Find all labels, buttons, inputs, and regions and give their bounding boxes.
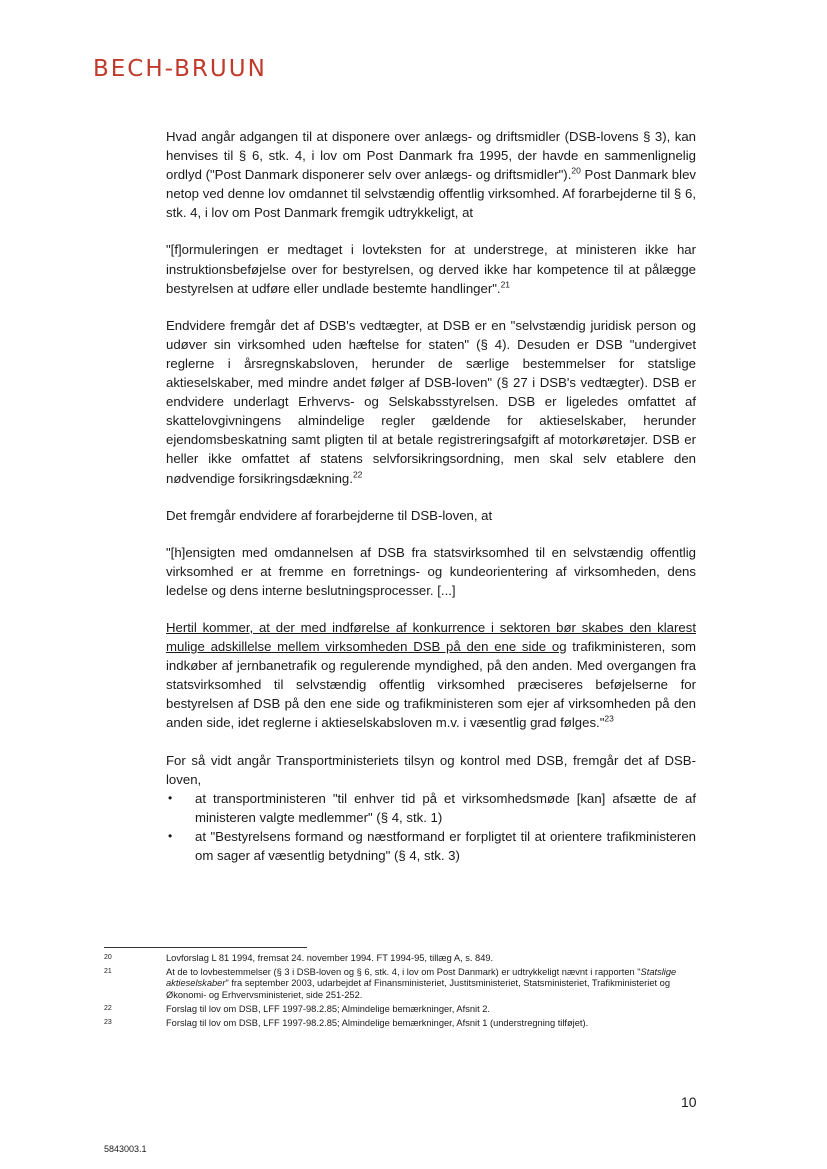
document-id: 5843003.1 (104, 1144, 147, 1154)
paragraph-text: "[f]ormuleringen er medtaget i lovteksten for at understrege, at ministeren ikke har instruktionsbeføjelse over for bestyrelsen, og derved ikke har kompetence til at pålægge bestyrelsen at udføre eller undlade bestemte handlinger". (166, 242, 696, 296)
paragraph-3 (166, 316, 696, 488)
paragraph-6-quote (166, 618, 696, 733)
footnote-divider (104, 947, 307, 948)
bullet-text: at transportministeren "til enhver tid på et virksomhedsmøde [kan] afsætte de af ministeren valgte medlemmer" (§ 4, stk. 1) (195, 790, 696, 825)
bullet-item (166, 827, 696, 865)
footnote (104, 953, 697, 964)
footnote-ref[interactable]: 20 (571, 165, 581, 176)
bullet-list (166, 789, 696, 865)
footnote-text: Forslag til lov om DSB, LFF 1997-98.2.85; Almindelige bemærkninger, Afsnit 2. (166, 1003, 490, 1014)
footnote (104, 1018, 697, 1029)
footnote (104, 1004, 697, 1015)
company-logo: BECH-BRUUN (93, 56, 267, 82)
paragraph-text: Post Danmark blev netop ved denne lov omdannet til selvstændig offentlig virksomhed. Af forarbejderne til § 6, stk. 4, i lov om Post Danmark fremgik udtrykkeligt, at (166, 167, 696, 221)
footnote-number: 21 (104, 968, 112, 976)
paragraph-1 (166, 127, 696, 222)
paragraph-text: Endvidere fremgår det af DSB's vedtægter, at DSB er en "selvstændig juridisk person og udøver sin virksomhed uden hæftelse for staten" (§ 4). Desuden er DSB "undergivet reglerne i årsregnskabsloven, herunder de særlige bestemmelser for statslige aktieselskaber, med mindre andet følger af DSB-loven" (§ 27 i DSB's vedtægter). DSB er endvidere underlagt Erhvervs- og Selskabsstyrelsen. DSB er ligeledes omfattet af skattelovgivningens almindelige regler gældende for aktieselskaber, herunder ejendomsbeskatning samt pligten til at betale registreringsafgift af motorkøretøjer. DSB er heller ikke omfattet af statens selvforsikringsordning, men skal selv etablere den nødvendige forsikringsdækning. (166, 317, 696, 486)
footnote-number: 22 (104, 1004, 112, 1012)
footnote-number: 23 (104, 1019, 112, 1027)
footnote-text: " fra september 2003, udarbejdet af Finansministeriet, Justitsministeriet, Statsministeriet, Trafikministeriet og Økonomi- og Erhvervsministeriet, side 251-252. (166, 978, 671, 1000)
page-number: 10 (681, 1094, 697, 1110)
footnote-text: At de to lovbestemmelser (§ 3 i DSB-loven og § 6, stk. 4, i lov om Post Danmark) er udtrykkeligt nævnt i rapporten " (166, 967, 641, 978)
footnote (104, 967, 697, 1001)
paragraph-text: trafikministeren, som indkøber af jernbanetrafik og regulerende myndighed, på den anden. Med overgangen fra statsvirksomhed til selvstændig offentlig virksomhed præciseres beføjelserne for bestyrelsen af DSB på den ene side og trafikministeren som ejer af virksomheden på den anden side, idet reglerne i aktieselskabsloven m.v. i væsentlig grad følges." (166, 639, 696, 731)
paragraph-4: Det fremgår endvidere af forarbejderne til DSB-loven, at (166, 507, 493, 523)
footnotes (104, 953, 697, 1032)
bullet-icon: • (168, 828, 173, 843)
footnote-ref[interactable]: 23 (604, 714, 614, 725)
footnote-text: Lovforslag L 81 1994, fremsat 24. november 1994. FT 1994-95, tillæg A, s. 849. (166, 953, 494, 963)
bullet-icon: • (168, 790, 173, 805)
bullet-text: at "Bestyrelsens formand og næstformand er forpligtet til at orientere trafikministeren om sager af væsentlig betydning" (§ 4, stk. 3) (195, 828, 696, 863)
document-body (166, 127, 696, 865)
footnote-text: Forslag til lov om DSB, LFF 1997-98.2.85; Almindelige bemærkninger, Afsnit 1 (understregning tilføjet). (166, 1018, 589, 1029)
paragraph-2-quote (166, 240, 696, 297)
footnote-ref[interactable]: 21 (500, 279, 511, 290)
footnote-number: 20 (104, 954, 112, 961)
bullet-item (166, 789, 696, 827)
footnote-italic-title: Statslige aktieselskaber (166, 967, 677, 989)
footnote-ref[interactable]: 22 (352, 469, 363, 480)
underlined-text: Hertil kommer, at der med indførelse af konkurrence i sektoren bør skabes den klarest mulige adskillelse mellem virksomheden DSB på den ene side og (166, 619, 696, 655)
paragraph-5-quote: "[h]ensigten med omdannelsen af DSB fra statsvirksomhed til en selvstændig offentlig virksomhed er at fremme en forretnings- og kundeorientering af virksomheden, dens ledelse og dens interne beslutningsprocesser. [...] (166, 544, 696, 598)
paragraph-text: Hvad angår adgangen til at disponere over anlægs- og driftsmidler (DSB-lovens § 3), kan henvises til § 6, stk. 4, i lov om Post Danmark fra 1995, der havde en sammenlignelig ordlyd ("Post Danmark disponerer selv over anlægs- og driftsmidler"). (166, 129, 696, 183)
paragraph-7: For så vidt angår Transportministeriets tilsyn og kontrol med DSB, fremgår det af DSB-loven, (166, 752, 696, 787)
